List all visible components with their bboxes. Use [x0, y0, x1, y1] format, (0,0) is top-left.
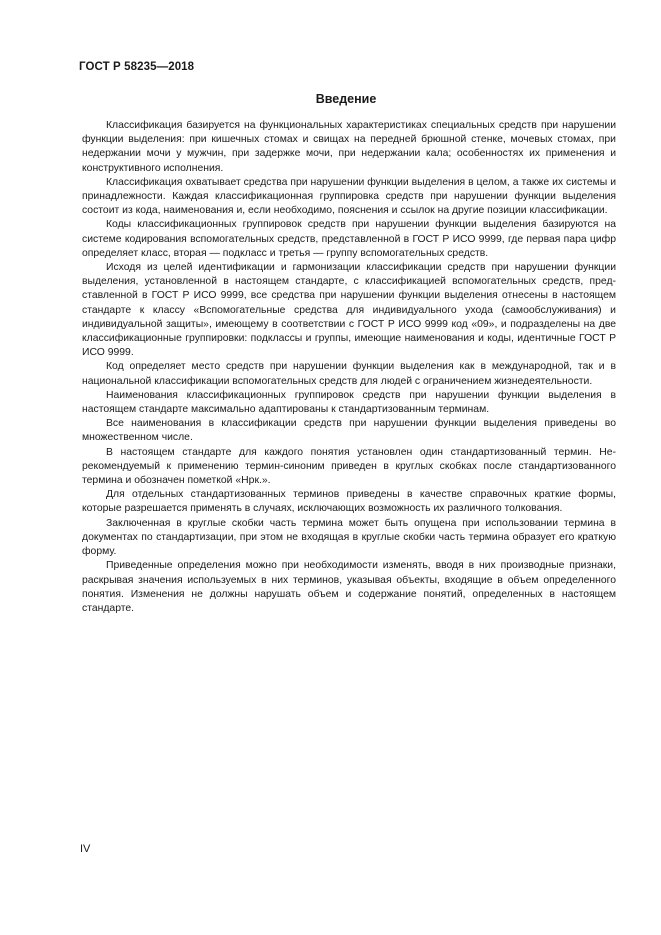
document-header-standard: ГОСТ Р 58235—2018 — [79, 61, 195, 73]
page-number: IV — [80, 843, 91, 855]
paragraph: В настоящем стандарте для каждого понятия установлен один стандартизованный термин. Нерекомендуемый к применению термин-синоним приведен в круглых скобках после стандартизованного термина и обозначен пометкой «Нрк.». — [82, 446, 616, 487]
paragraph: Для отдельных стандартизованных терминов приведены в качестве справочных краткие формы, которые разрешается применять в случаях, исключающих возможность их различного толкования. — [82, 489, 616, 515]
paragraph: Все наименования в классификации средств при нарушении функции выделения приведены во множественном числе. — [82, 418, 616, 444]
page-title: Введение — [315, 92, 377, 106]
introduction-body — [82, 119, 616, 616]
paragraph: Наименования классификационных группировок средств при нарушении функции выделения в настоящем стандарте максимально адаптированы к стандартизованным терминам. — [82, 389, 616, 416]
paragraph: Классификация охватывает средства при нарушении функции выделения в целом, а также их системы и принадлежности. Каждая классификационная группировка средств при нарушении функции выделения состоит из кода, наименования и, если необходимо, пояснения и ссылок на другие позиции классификации. — [82, 176, 616, 217]
paragraph: Коды классификационных группировок средств при нарушении функции выделения базируются на системе кодирования вспомогательных средств, представленной в ГОСТ Р ИСО 9999, где первая пара цифр определяет класс, вторая — подкласс и третья — группу вспомогательных средств. — [82, 219, 616, 259]
paragraph: Код определяет место средств при нарушении функции выделения как в международной, так и в национальной классификации вспомогательных средств для людей с ограничением жизнедеятельности. — [82, 361, 616, 387]
paragraph: Заключенная в круглые скобки часть термина может быть опущена при использовании термина в документах по стандартизации, при этом не входящая в круглые скобки часть термина образует его краткую форму. — [82, 517, 616, 558]
paragraph: Исходя из целей идентификации и гармонизации классификации средств при нарушении функции выделения, установленной в настоящем стандарте, с классификацией вспомогательных средств, представленной в ГОСТ Р ИСО 9999, все средства при нарушении функции выделения отнесены в настоящем стандарте к классу «Вспомогательные средства для индивидуального ухода (самообслуживания) и индивидуальной защиты», имеющему в соответствии с ГОСТ Р ИСО 9999 код «09», и подразделены на две классификационные группировки: подклассы и группы, имеющие наименования и коды, идентичные ГОСТ Р ИСО 9999. — [82, 262, 616, 359]
paragraph: Классификация базируется на функциональных характеристиках специальных средств при нарушении функции выделения: при кишечных стомах и свищах на передней брюшной стенке, мочевых стомах, при недержании мочи у мужчин, при задержке мочи, при недержании кала; особенностях их применения и конструктивного исполнения. — [82, 120, 616, 174]
paragraph: Приведенные определения можно при необходимости изменять, вводя в них производные признаки, раскрывая значения используемых в них терминов, указывая объекты, входящие в объем определенного понятия. Изменения не должны нарушать объем и содержание понятий, определенных в настоящем стандарте. — [82, 560, 616, 614]
